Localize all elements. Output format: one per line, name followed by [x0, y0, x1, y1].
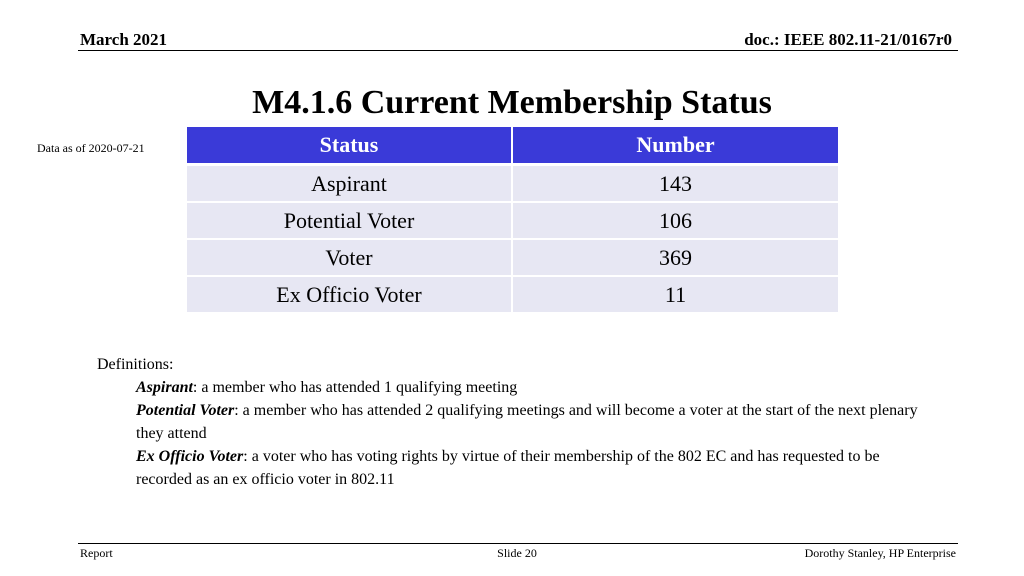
definition-text: : a voter who has voting rights by virtue of their membership of the 802 EC and has requested to be recorded as an ex officio voter in 802.11 [136, 448, 880, 488]
slide-title: M4.1.6 Current Membership Status [252, 84, 772, 121]
table-row [186, 239, 839, 276]
column-header-status: Status [186, 126, 512, 165]
header-date: March 2021 [80, 30, 168, 49]
membership-status-table [185, 125, 840, 314]
table-row [186, 165, 839, 203]
table-row [186, 202, 839, 239]
definition-potential-voter [136, 399, 936, 445]
column-header-number: Number [512, 126, 839, 165]
definition-text: : a member who has attended 1 qualifying meeting [192, 379, 518, 396]
definition-aspirant [136, 376, 936, 399]
number-cell: 143 [512, 165, 839, 203]
table-header-row [186, 126, 839, 165]
definitions-block [97, 353, 936, 491]
definitions-heading: Definitions: [97, 356, 174, 373]
definition-term: Ex Officio Voter [136, 448, 244, 465]
table-row [186, 276, 839, 313]
definition-term: Aspirant [136, 379, 193, 396]
footer-slide-number: Slide 20 [497, 546, 537, 560]
definition-text: : a member who has attended 2 qualifying meetings and will become a voter at the start of the next plenary they attend [136, 402, 918, 442]
header-divider [78, 50, 958, 51]
definition-term: Potential Voter [136, 402, 235, 419]
number-cell: 106 [512, 202, 839, 239]
as-of-note: Data as of 2020-07-21 [37, 141, 145, 155]
footer-report-label: Report [80, 546, 113, 560]
footer-divider [78, 543, 958, 544]
definition-ex-officio-voter [136, 445, 936, 491]
status-cell: Voter [186, 239, 512, 276]
status-cell: Aspirant [186, 165, 512, 203]
status-cell: Ex Officio Voter [186, 276, 512, 313]
footer-author: Dorothy Stanley, HP Enterprise [804, 546, 956, 560]
number-cell: 369 [512, 239, 839, 276]
number-cell: 11 [512, 276, 839, 313]
status-cell: Potential Voter [186, 202, 512, 239]
header-doc-id: doc.: IEEE 802.11-21/0167r0 [744, 30, 952, 49]
